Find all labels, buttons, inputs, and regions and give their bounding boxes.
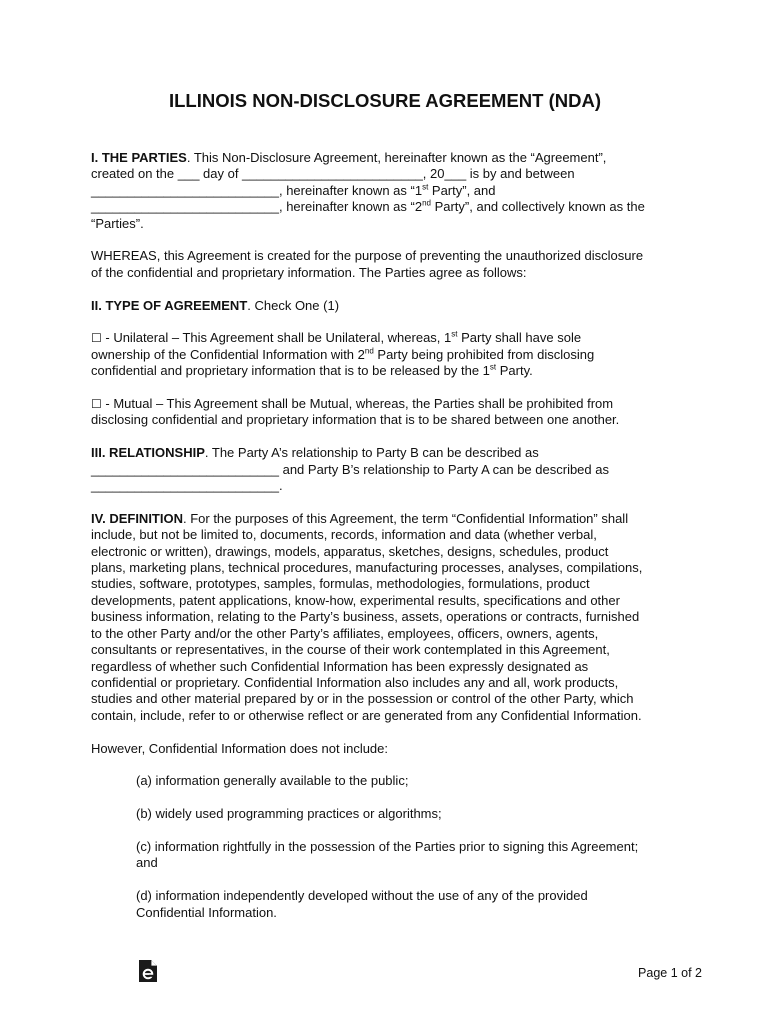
exclusions-intro: However, Confidential Information does not include: xyxy=(91,740,389,756)
unilateral-checkbox[interactable]: ☐ xyxy=(91,331,102,346)
whereas-paragraph: WHEREAS, this Agreement is created for the purpose of preventing the unauthorized disclosure of the confidential and proprietary information. The Parties agree as follows: xyxy=(91,248,644,280)
eforms-logo-icon xyxy=(138,959,158,983)
option-mutual: ☐ - Mutual – This Agreement shall be Mutual, whereas, the Parties shall be prohibited from disclosing confidential and proprietary information that is to be shared between one another. xyxy=(91,396,620,428)
section-type-of-agreement: II. TYPE OF AGREEMENT. Check One (1) xyxy=(91,297,340,313)
exclusion-item: (d) information independently developed without the use of any of the provided Confidential Information. xyxy=(136,888,588,920)
section-definition: IV. DEFINITION. For the purposes of this Agreement, the term “Confidential Information” shall include, but not be limited to, documents, records, information and data (whether verbal, electronic or written), drawings, models, apparatus, sketches, designs, schedules, product plans, marketing plans, technical procedures, manufacturing processes, analyses, compilations, studies, software, prototypes, samples, formulas, methodologies, formulations, product developments, patent applications, know-how, experimental results, specifications and other business information, relating to the Party’s business, assets, operations or contracts, furnished to the other Party and/or the other Party’s affiliates, employees, officers, owners, agents, consultants or representatives, in the course of their work contemplated in this Agreement, regardless of whether such Confidential Information has been expressly designated as confidential or proprietary. Confidential Information also includes any and all, work products, studies and other material prepared by or in the possession or control of the other Party, which contain, include, refer to or otherwise reflect or are generated from any Confidential Information. xyxy=(91,510,643,723)
exclusion-item: (c) information rightfully in the possession of the Parties prior to signing this Agreement; and xyxy=(136,838,639,871)
section-relationship: III. RELATIONSHIP. The Party A’s relationship to Party B can be described as __________________________ and Party B’s relationship to Party A can be described as __________________________. xyxy=(91,445,609,494)
section-heading: I. THE PARTIES xyxy=(91,150,187,165)
document-body xyxy=(91,150,691,937)
section-heading: II. TYPE OF AGREEMENT xyxy=(91,297,248,313)
section-heading: III. RELATIONSHIP xyxy=(91,445,205,461)
exclusion-item: (a) information generally available to the public; xyxy=(136,773,409,789)
mutual-checkbox[interactable]: ☐ xyxy=(91,397,102,412)
document-title: ILLINOIS NON-DISCLOSURE AGREEMENT (NDA) xyxy=(168,90,601,111)
option-unilateral: ☐ - Unilateral – This Agreement shall be Unilateral, whereas, 1st Party shall have sole ownership of the Confidential Information with 2nd Party being prohibited from disclosing confidential and proprietary information that is to be released by the 1st Party. xyxy=(91,330,595,379)
exclusion-item: (b) widely used programming practices or algorithms; xyxy=(136,806,442,822)
page-number: Page 1 of 2 xyxy=(638,966,702,980)
section-heading: IV. DEFINITION xyxy=(91,510,183,526)
section-parties: I. THE PARTIES. This Non-Disclosure Agreement, hereinafter known as the “Agreement”, created on the ___ day of _________________________, 20___ is by and between __________________________, hereinafter known as “1st Party”, and __________________________, hereinafter known as “2nd Party”, and collectively known as the “Parties”. xyxy=(91,150,645,231)
